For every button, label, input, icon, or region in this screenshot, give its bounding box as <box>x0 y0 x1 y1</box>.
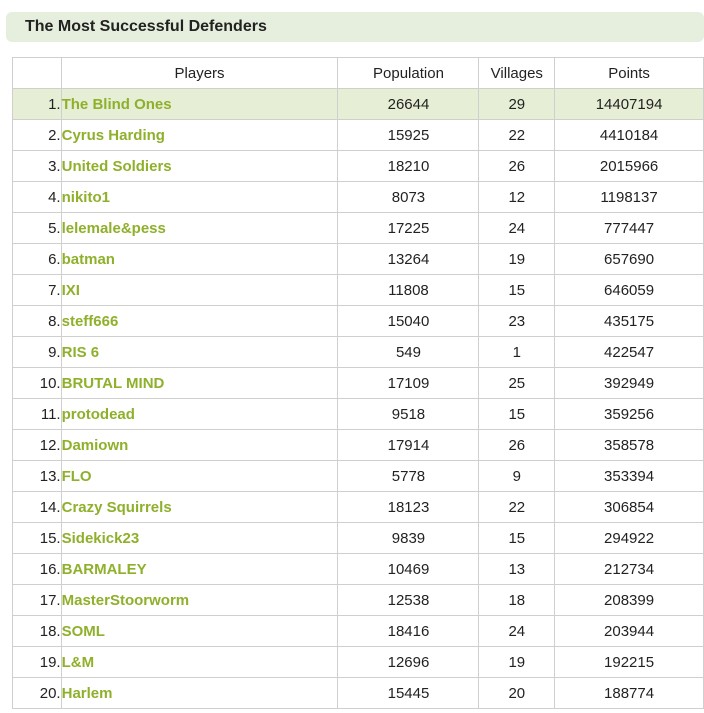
rank-cell: 2. <box>13 120 62 151</box>
table-row <box>13 647 704 678</box>
villages-cell: 18 <box>479 585 555 616</box>
player-link[interactable]: L&M <box>61 647 338 678</box>
player-link[interactable]: BRUTAL MIND <box>61 368 338 399</box>
villages-cell: 29 <box>479 89 555 120</box>
population-cell: 15040 <box>338 306 479 337</box>
points-cell: 657690 <box>555 244 704 275</box>
table-row <box>13 492 704 523</box>
table-row <box>13 554 704 585</box>
villages-cell: 15 <box>479 275 555 306</box>
villages-cell: 12 <box>479 182 555 213</box>
page-title: The Most Successful Defenders <box>25 18 267 35</box>
population-cell: 12696 <box>338 647 479 678</box>
rank-column-header <box>13 58 62 89</box>
points-cell: 353394 <box>555 461 704 492</box>
points-cell: 358578 <box>555 430 704 461</box>
points-cell: 188774 <box>555 678 704 709</box>
villages-cell: 20 <box>479 678 555 709</box>
table-row <box>13 306 704 337</box>
player-link[interactable]: IXI <box>61 275 338 306</box>
table-row <box>13 430 704 461</box>
villages-cell: 22 <box>479 492 555 523</box>
rank-cell: 7. <box>13 275 62 306</box>
points-cell: 294922 <box>555 523 704 554</box>
population-cell: 9518 <box>338 399 479 430</box>
player-link[interactable]: BARMALEY <box>61 554 338 585</box>
population-column-header: Population <box>338 58 479 89</box>
villages-cell: 26 <box>479 430 555 461</box>
player-link[interactable]: Harlem <box>61 678 338 709</box>
rank-cell: 14. <box>13 492 62 523</box>
player-link[interactable]: United Soldiers <box>61 151 338 182</box>
rank-cell: 12. <box>13 430 62 461</box>
table-row <box>13 616 704 647</box>
points-column-header: Points <box>555 58 704 89</box>
population-cell: 12538 <box>338 585 479 616</box>
player-link[interactable]: Sidekick23 <box>61 523 338 554</box>
villages-column-header: Villages <box>479 58 555 89</box>
points-cell: 359256 <box>555 399 704 430</box>
points-cell: 192215 <box>555 647 704 678</box>
rank-cell: 19. <box>13 647 62 678</box>
table-header-row <box>13 58 704 89</box>
player-link[interactable]: steff666 <box>61 306 338 337</box>
table-row <box>13 275 704 306</box>
rank-cell: 8. <box>13 306 62 337</box>
player-link[interactable]: batman <box>61 244 338 275</box>
points-cell: 646059 <box>555 275 704 306</box>
points-cell: 392949 <box>555 368 704 399</box>
villages-cell: 15 <box>479 523 555 554</box>
population-cell: 13264 <box>338 244 479 275</box>
rank-cell: 5. <box>13 213 62 244</box>
rank-cell: 18. <box>13 616 62 647</box>
population-cell: 18210 <box>338 151 479 182</box>
rank-cell: 20. <box>13 678 62 709</box>
population-cell: 18123 <box>338 492 479 523</box>
points-cell: 208399 <box>555 585 704 616</box>
player-link[interactable]: MasterStoorworm <box>61 585 338 616</box>
points-cell: 777447 <box>555 213 704 244</box>
table-row <box>13 213 704 244</box>
points-cell: 422547 <box>555 337 704 368</box>
villages-cell: 15 <box>479 399 555 430</box>
population-cell: 8073 <box>338 182 479 213</box>
population-cell: 11808 <box>338 275 479 306</box>
population-cell: 15925 <box>338 120 479 151</box>
table-row <box>13 461 704 492</box>
player-link[interactable]: Crazy Squirrels <box>61 492 338 523</box>
villages-cell: 13 <box>479 554 555 585</box>
population-cell: 9839 <box>338 523 479 554</box>
table-row <box>13 182 704 213</box>
rank-cell: 1. <box>13 89 62 120</box>
table-row <box>13 244 704 275</box>
villages-cell: 1 <box>479 337 555 368</box>
rank-cell: 13. <box>13 461 62 492</box>
rank-cell: 9. <box>13 337 62 368</box>
points-cell: 306854 <box>555 492 704 523</box>
rank-cell: 17. <box>13 585 62 616</box>
population-cell: 18416 <box>338 616 479 647</box>
points-cell: 203944 <box>555 616 704 647</box>
villages-cell: 22 <box>479 120 555 151</box>
player-link[interactable]: protodead <box>61 399 338 430</box>
villages-cell: 23 <box>479 306 555 337</box>
title-bar <box>6 12 704 42</box>
player-link[interactable]: FLO <box>61 461 338 492</box>
points-cell: 14407194 <box>555 89 704 120</box>
points-cell: 4410184 <box>555 120 704 151</box>
points-cell: 1198137 <box>555 182 704 213</box>
rank-cell: 11. <box>13 399 62 430</box>
rank-cell: 6. <box>13 244 62 275</box>
rank-cell: 16. <box>13 554 62 585</box>
table-row <box>13 151 704 182</box>
villages-cell: 24 <box>479 616 555 647</box>
villages-cell: 24 <box>479 213 555 244</box>
villages-cell: 19 <box>479 647 555 678</box>
points-cell: 212734 <box>555 554 704 585</box>
population-cell: 5778 <box>338 461 479 492</box>
defenders-table <box>12 57 704 709</box>
table-row <box>13 678 704 709</box>
population-cell: 15445 <box>338 678 479 709</box>
table-row <box>13 120 704 151</box>
player-link[interactable]: The Blind Ones <box>61 89 338 120</box>
table-row <box>13 89 704 120</box>
rank-cell: 10. <box>13 368 62 399</box>
population-cell: 10469 <box>338 554 479 585</box>
rank-cell: 15. <box>13 523 62 554</box>
points-cell: 435175 <box>555 306 704 337</box>
player-link[interactable]: RIS 6 <box>61 337 338 368</box>
population-cell: 17225 <box>338 213 479 244</box>
villages-cell: 26 <box>479 151 555 182</box>
points-cell: 2015966 <box>555 151 704 182</box>
population-cell: 17109 <box>338 368 479 399</box>
player-link[interactable]: SOML <box>61 616 338 647</box>
villages-cell: 25 <box>479 368 555 399</box>
rank-cell: 4. <box>13 182 62 213</box>
player-link[interactable]: lelemale&pess <box>61 213 338 244</box>
table-row <box>13 399 704 430</box>
population-cell: 549 <box>338 337 479 368</box>
table-row <box>13 368 704 399</box>
population-cell: 26644 <box>338 89 479 120</box>
player-link[interactable]: nikito1 <box>61 182 338 213</box>
population-cell: 17914 <box>338 430 479 461</box>
table-row <box>13 337 704 368</box>
players-column-header: Players <box>61 58 338 89</box>
rank-cell: 3. <box>13 151 62 182</box>
villages-cell: 9 <box>479 461 555 492</box>
player-link[interactable]: Cyrus Harding <box>61 120 338 151</box>
villages-cell: 19 <box>479 244 555 275</box>
table-row <box>13 523 704 554</box>
player-link[interactable]: Damiown <box>61 430 338 461</box>
table-row <box>13 585 704 616</box>
